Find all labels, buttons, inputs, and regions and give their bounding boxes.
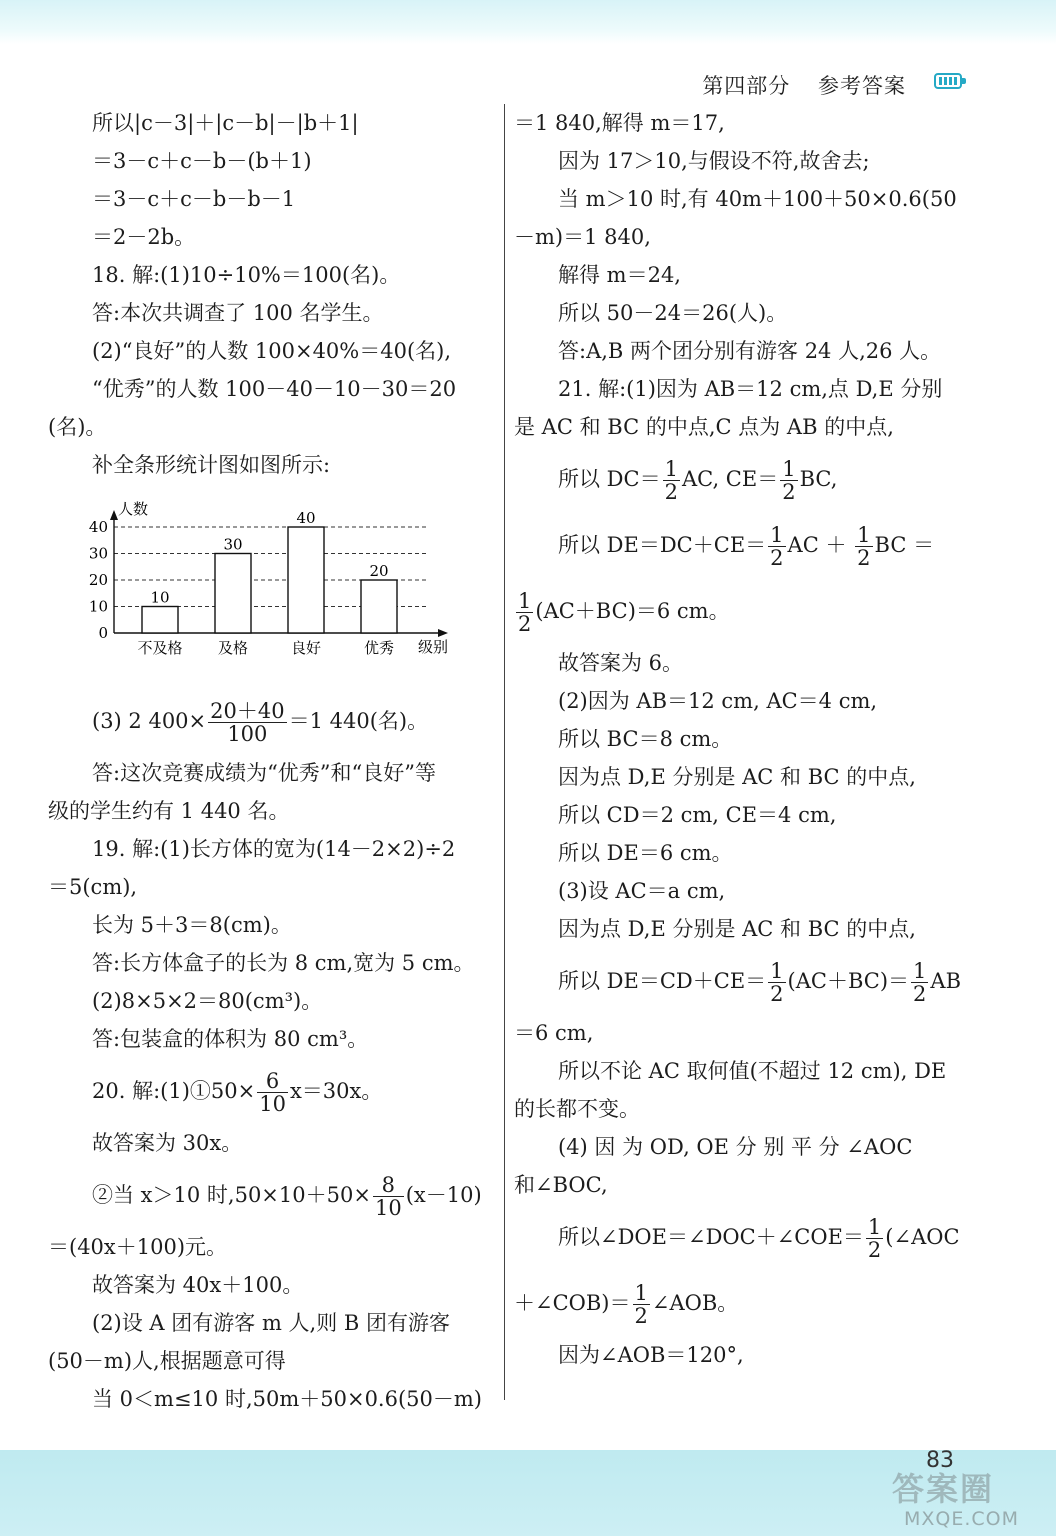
right-line: 解得 m＝24, bbox=[558, 263, 681, 287]
y-axis-arrow bbox=[110, 510, 118, 520]
right-line: 21. 解:(1)因为 AB＝12 cm,点 D,E 分别 bbox=[558, 377, 943, 401]
q21-result-line bbox=[514, 578, 964, 644]
right-block-1 bbox=[514, 104, 964, 446]
fraction-num: 1 bbox=[770, 523, 784, 547]
left-line: (50－m)人,根据题意可得 bbox=[48, 1349, 286, 1373]
q20-2-post: (x－10) bbox=[405, 1183, 482, 1207]
left-line: 答:包装盒的体积为 80 cm³。 bbox=[92, 1027, 369, 1051]
left-line: ＝(40x＋100)元。 bbox=[48, 1235, 228, 1259]
running-header bbox=[682, 70, 906, 100]
fraction-num: 1 bbox=[518, 589, 532, 613]
q21-3-b: (AC＋BC)＝ bbox=[787, 969, 910, 993]
q20-answer-1: 故答案为 30x。 bbox=[92, 1131, 243, 1155]
q21-4-line bbox=[514, 1204, 964, 1270]
fraction bbox=[373, 1174, 404, 1219]
q20-2-pre: ②当 x＞10 时,50×10＋50× bbox=[92, 1183, 371, 1207]
fraction-den: 2 bbox=[770, 546, 784, 570]
right-line: (4) 因 为 OD, OE 分 别 平 分 ∠AOC bbox=[558, 1135, 913, 1159]
category-label: 及格 bbox=[217, 639, 249, 657]
left-line: 所以|c－3|＋|c－b|－|b＋1| bbox=[92, 111, 359, 135]
left-line: (2)“良好”的人数 100×40%＝40(名), bbox=[92, 339, 452, 363]
q18-3-post: ＝1 440(名)。 bbox=[288, 709, 429, 733]
fraction bbox=[516, 590, 533, 635]
q21-3-c: AB bbox=[930, 969, 962, 993]
fraction-num: 1 bbox=[664, 457, 678, 481]
q21-4b-line bbox=[514, 1270, 964, 1336]
left-line: 18. 解:(1)10÷10%＝100(名)。 bbox=[92, 263, 401, 287]
q21-de-a: 所以 DE＝DC＋CE＝ bbox=[558, 533, 767, 557]
bar-chart bbox=[48, 500, 468, 664]
fraction bbox=[208, 700, 286, 745]
bar bbox=[361, 580, 397, 633]
fraction-num: 8 bbox=[373, 1174, 404, 1197]
right-line: 因为 17＞10,与假设不符,故舍去; bbox=[558, 149, 870, 173]
left-line: ＝3－c＋c－b－(b＋1) bbox=[92, 149, 312, 173]
bar bbox=[215, 554, 251, 634]
bar bbox=[142, 607, 178, 634]
chart-marks bbox=[89, 509, 448, 657]
left-line: 级的学生约有 1 440 名。 bbox=[48, 799, 290, 823]
fraction-den: 2 bbox=[782, 480, 796, 504]
left-block-1 bbox=[48, 104, 494, 484]
y-axis-label: 人数 bbox=[118, 500, 149, 518]
page-number: 83 bbox=[926, 1448, 954, 1473]
left-line: 答:长方体盒子的长为 8 cm,宽为 5 cm。 bbox=[92, 951, 475, 975]
fraction-den: 10 bbox=[259, 1092, 286, 1116]
q21-de-line bbox=[514, 512, 964, 578]
left-line: 补全条形统计图如图所示: bbox=[92, 453, 331, 477]
fraction-num: 1 bbox=[857, 523, 871, 547]
data-label: 10 bbox=[150, 588, 170, 607]
left-line: 当 0＜m≤10 时,50m＋50×0.6(50－m) bbox=[92, 1387, 482, 1411]
watermark bbox=[892, 1464, 1052, 1534]
right-block-3 bbox=[514, 1014, 964, 1204]
x-axis-label: 级别 bbox=[418, 638, 449, 656]
fraction-den: 2 bbox=[770, 982, 784, 1006]
fraction-den: 2 bbox=[913, 982, 927, 1006]
q21-4b-b: ∠AOB。 bbox=[651, 1291, 739, 1315]
fraction bbox=[768, 960, 785, 1005]
y-tick-label: 0 bbox=[98, 624, 108, 642]
q21-de-c: BC ＝ bbox=[874, 533, 935, 557]
fraction bbox=[780, 458, 797, 503]
fraction-num: 1 bbox=[782, 457, 796, 481]
q21-4-a: 所以∠DOE＝∠DOC＋∠COE＝ bbox=[558, 1225, 864, 1249]
q21-4-b: (∠AOC bbox=[885, 1225, 960, 1249]
right-line: 因为点 D,E 分别是 AC 和 BC 的中点, bbox=[558, 765, 916, 789]
right-line: －m)＝1 840, bbox=[514, 225, 651, 249]
watermark-url: MXQE.COM bbox=[904, 1508, 1020, 1530]
fraction-num: 1 bbox=[634, 1281, 648, 1305]
category-label: 优秀 bbox=[363, 639, 395, 657]
q21-dc-line bbox=[514, 446, 964, 512]
fraction bbox=[257, 1070, 288, 1115]
q21-3-line bbox=[514, 948, 964, 1014]
bar bbox=[288, 527, 324, 633]
right-line: 故答案为 6。 bbox=[558, 651, 684, 675]
left-line: “优秀”的人数 100－40－10－30＝20 bbox=[92, 377, 457, 401]
fraction bbox=[911, 960, 928, 1005]
fraction-num: 20＋40 bbox=[210, 699, 285, 723]
q21-4b-a: ＋∠COB)＝ bbox=[514, 1291, 631, 1315]
right-line: ＝6 cm, bbox=[514, 1021, 594, 1045]
fraction-den: 2 bbox=[664, 480, 678, 504]
q20-1-pre: 20. 解:(1)①50× bbox=[92, 1079, 256, 1103]
right-line: 所以 CD＝2 cm, CE＝4 cm, bbox=[558, 803, 837, 827]
y-tick-label: 30 bbox=[88, 544, 108, 563]
data-label: 40 bbox=[296, 509, 316, 527]
y-tick-label: 20 bbox=[88, 571, 108, 589]
right-line: ＝1 840,解得 m＝17, bbox=[514, 111, 725, 135]
data-label: 30 bbox=[223, 535, 243, 554]
q21-dc-c: BC, bbox=[799, 467, 838, 491]
fraction-num: 6 bbox=[257, 1070, 288, 1093]
right-line: 和∠BOC, bbox=[514, 1173, 608, 1197]
fraction-num: 1 bbox=[867, 1215, 882, 1239]
right-line: 答:A,B 两个团分别有游客 24 人,26 人。 bbox=[558, 339, 942, 363]
category-label: 良好 bbox=[290, 639, 322, 657]
right-block-2 bbox=[514, 644, 964, 948]
part-label: 第四部分 bbox=[702, 74, 791, 98]
fraction-num: 1 bbox=[770, 959, 784, 983]
fraction-den: 2 bbox=[867, 1238, 882, 1262]
category-label: 不及格 bbox=[137, 639, 183, 657]
fraction bbox=[855, 524, 872, 569]
last-line: 因为∠AOB＝120°, bbox=[558, 1343, 744, 1367]
left-line: ＝3－c＋c－b－b－1 bbox=[92, 187, 296, 211]
left-line: 答:本次共调查了 100 名学生。 bbox=[92, 301, 384, 325]
right-column bbox=[514, 104, 964, 1374]
left-line: (2)设 A 团有游客 m 人,则 B 团有游客 bbox=[92, 1311, 450, 1335]
right-line: (3)设 AC＝a cm, bbox=[558, 879, 726, 903]
left-block-3 bbox=[48, 1228, 494, 1418]
left-line: (名)。 bbox=[48, 415, 107, 439]
column-divider bbox=[504, 104, 505, 1400]
left-line: 故答案为 40x＋100。 bbox=[92, 1273, 304, 1297]
right-line: (2)因为 AB＝12 cm, AC＝4 cm, bbox=[558, 689, 878, 713]
left-column bbox=[48, 104, 494, 1418]
fraction-den: 2 bbox=[857, 546, 871, 570]
fraction-den: 2 bbox=[634, 1304, 648, 1328]
q20-2-line bbox=[48, 1162, 494, 1228]
fraction bbox=[663, 458, 680, 503]
section-title: 参考答案 bbox=[818, 74, 906, 98]
fraction bbox=[633, 1282, 650, 1327]
right-line: 所以 50－24＝26(人)。 bbox=[558, 301, 788, 325]
q21-dc-a: 所以 DC＝ bbox=[558, 467, 661, 491]
data-label: 20 bbox=[369, 562, 389, 580]
y-tick-label: 10 bbox=[88, 597, 108, 616]
q20-1-post: x＝30x。 bbox=[289, 1079, 383, 1103]
top-band bbox=[0, 0, 1056, 44]
q20-1-line bbox=[48, 1058, 494, 1124]
left-line: 19. 解:(1)长方体的宽为(14－2×2)÷2 bbox=[92, 837, 456, 861]
right-line: 所以不论 AC 取何值(不超过 12 cm), DE bbox=[558, 1059, 947, 1083]
q21-dc-b: AC, CE＝ bbox=[681, 467, 779, 491]
fraction-den: 10 bbox=[374, 1196, 402, 1220]
q21-de-b: AC ＋ bbox=[787, 533, 854, 557]
left-line: 长为 5＋3＝8(cm)。 bbox=[92, 913, 292, 937]
right-line: 的长都不变。 bbox=[514, 1097, 640, 1121]
x-axis-arrow bbox=[438, 629, 448, 637]
q21-result-b: (AC＋BC)＝6 cm。 bbox=[535, 599, 730, 623]
fraction bbox=[866, 1216, 883, 1261]
right-line: 所以 BC＝8 cm。 bbox=[558, 727, 733, 751]
q21-3-a: 所以 DE＝CD＋CE＝ bbox=[558, 969, 767, 993]
q18-3-line bbox=[48, 688, 494, 754]
watermark-logo: 答案圈 bbox=[892, 1470, 995, 1508]
left-line: ＝5(cm), bbox=[48, 875, 138, 899]
right-line: 所以 DE＝6 cm。 bbox=[558, 841, 733, 865]
right-line: 因为点 D,E 分别是 AC 和 BC 的中点, bbox=[558, 917, 916, 941]
left-line: (2)8×5×2＝80(cm³)。 bbox=[92, 989, 323, 1013]
right-line: 是 AC 和 BC 的中点,C 点为 AB 的中点, bbox=[514, 415, 894, 439]
left-block-2 bbox=[48, 754, 494, 1058]
left-line: 答:这次竞赛成绩为“优秀”和“良好”等 bbox=[92, 761, 437, 785]
fraction-num: 1 bbox=[913, 959, 927, 983]
left-line: ＝2－2b。 bbox=[92, 225, 196, 249]
right-line: 当 m＞10 时,有 40m＋100＋50×0.6(50 bbox=[558, 187, 957, 211]
fraction-den: 2 bbox=[518, 612, 532, 636]
fraction bbox=[768, 524, 785, 569]
y-tick-label: 40 bbox=[88, 518, 108, 536]
q18-3-pre: (3) 2 400× bbox=[92, 709, 207, 733]
fraction-den: 100 bbox=[227, 722, 268, 746]
battery-icon bbox=[934, 73, 962, 89]
